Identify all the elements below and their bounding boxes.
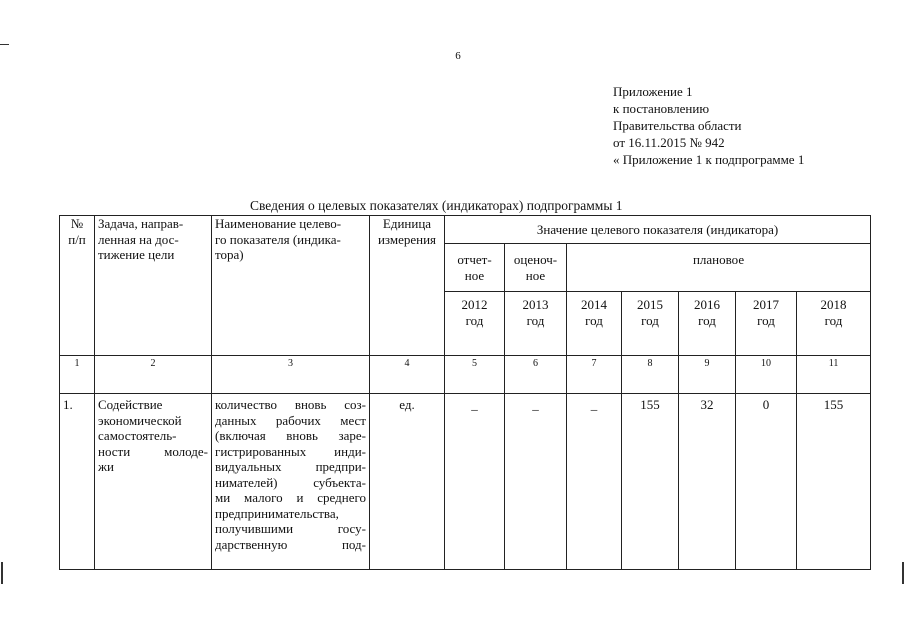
year-value: 2012 xyxy=(461,297,488,312)
row-value-2014: _ xyxy=(567,394,622,570)
column-number: 5 xyxy=(445,356,505,394)
column-number: 1 xyxy=(60,356,95,394)
column-number: 8 xyxy=(622,356,679,394)
row-number: 1. xyxy=(60,394,95,570)
task-line: самостоятель- xyxy=(98,428,177,443)
header-unit-line: Единица xyxy=(382,216,432,231)
appendix-line: Правительства области xyxy=(613,118,742,133)
year-value: 2016 xyxy=(694,297,720,312)
appendix-line: Приложение 1 xyxy=(613,84,693,99)
indicator-line: видуальных предпри- xyxy=(215,459,366,474)
scan-mark-top-left xyxy=(0,44,9,45)
year-label: год xyxy=(465,312,484,328)
header-reported-line: отчет- xyxy=(457,252,492,267)
year-label: год xyxy=(698,312,716,328)
page-number: 6 xyxy=(455,50,461,62)
header-task xyxy=(95,216,212,356)
header-indicator-line: го показателя (индика- xyxy=(215,231,341,247)
scan-mark-bottom-right xyxy=(902,562,904,584)
column-number: 4 xyxy=(370,356,445,394)
row-task xyxy=(95,394,212,570)
year-label: год xyxy=(585,312,603,328)
column-number: 3 xyxy=(212,356,370,394)
year-label: год xyxy=(824,312,843,328)
header-year-2016 xyxy=(679,292,736,356)
column-number: 6 xyxy=(505,356,567,394)
year-value: 2015 xyxy=(637,297,663,312)
row-indicator xyxy=(212,394,370,570)
appendix-line: « Приложение 1 к подпрограмме 1 xyxy=(613,152,805,167)
year-value: 2013 xyxy=(522,297,549,312)
indicator-line: получившими госу- xyxy=(215,521,366,536)
scan-mark-bottom-left xyxy=(1,562,3,584)
column-number-row xyxy=(60,356,871,394)
header-year-2014 xyxy=(567,292,622,356)
year-value: 2014 xyxy=(581,297,607,312)
header-year-2013 xyxy=(505,292,567,356)
column-number: 11 xyxy=(797,356,871,394)
column-number: 2 xyxy=(95,356,212,394)
task-line: экономической xyxy=(98,412,182,428)
table-row xyxy=(60,394,871,570)
header-year-2015 xyxy=(622,292,679,356)
year-value: 2017 xyxy=(753,297,779,312)
header-estimated-line: ное xyxy=(525,267,546,283)
table-title: Сведения о целевых показателях (индикаторах) подпрограммы 1 xyxy=(250,198,623,213)
header-year-2012 xyxy=(445,292,505,356)
header-indicator-line: Наименование целево- xyxy=(215,216,342,231)
row-value-2017: 0 xyxy=(736,394,797,570)
header-indicator xyxy=(212,216,370,356)
column-number: 10 xyxy=(736,356,797,394)
indicators-table xyxy=(59,215,871,570)
header-task-line: ленная на дос- xyxy=(98,231,179,247)
header-num-line: п/п xyxy=(68,231,86,247)
indicator-line: ми малого и среднего xyxy=(215,490,366,505)
row-value-2013: _ xyxy=(505,394,567,570)
header-unit-line: измерения xyxy=(377,231,437,247)
header-year-2018 xyxy=(797,292,871,356)
header-row-1 xyxy=(60,216,871,244)
appendix-line: к постановлению xyxy=(613,101,710,116)
year-label: год xyxy=(641,312,659,328)
header-year-2017 xyxy=(736,292,797,356)
appendix-line: от 16.11.2015 № 942 xyxy=(613,135,725,150)
row-value-2012: _ xyxy=(445,394,505,570)
task-line: Содействие xyxy=(98,397,163,412)
indicator-line: предпринимательства, xyxy=(215,505,339,521)
header-task-line: тижение цели xyxy=(98,247,175,262)
header-indicator-line: тора) xyxy=(215,247,244,262)
header-unit xyxy=(370,216,445,356)
indicator-line: (включая вновь заре- xyxy=(215,428,366,443)
header-reported xyxy=(445,244,505,292)
column-number: 7 xyxy=(567,356,622,394)
year-label: год xyxy=(757,312,775,328)
task-line: ности молоде- xyxy=(98,443,208,459)
indicator-line: количество вновь соз- xyxy=(215,397,366,412)
row-value-2016: 32 xyxy=(679,394,736,570)
header-estimated-line: оценоч- xyxy=(513,252,558,267)
header-reported-line: ное xyxy=(464,267,485,283)
task-line: жи xyxy=(98,459,114,474)
row-unit: ед. xyxy=(370,394,445,570)
indicator-line: нимателей) субъекта- xyxy=(215,474,366,490)
column-number: 9 xyxy=(679,356,736,394)
indicator-line: гистрированных инди- xyxy=(215,443,366,459)
header-num-line: № xyxy=(70,216,84,231)
row-value-2018: 155 xyxy=(797,394,871,570)
year-label: год xyxy=(526,312,545,328)
header-task-line: Задача, направ- xyxy=(98,216,184,231)
header-value: Значение целевого показателя (индикатора) xyxy=(445,216,871,244)
row-value-2015: 155 xyxy=(622,394,679,570)
indicator-line: данных рабочих мест xyxy=(215,412,366,428)
appendix-header xyxy=(613,83,804,168)
header-planned: плановое xyxy=(567,244,871,292)
year-value: 2018 xyxy=(820,297,847,312)
header-estimated xyxy=(505,244,567,292)
header-num xyxy=(60,216,95,356)
indicator-line: дарственную под- xyxy=(215,536,366,552)
